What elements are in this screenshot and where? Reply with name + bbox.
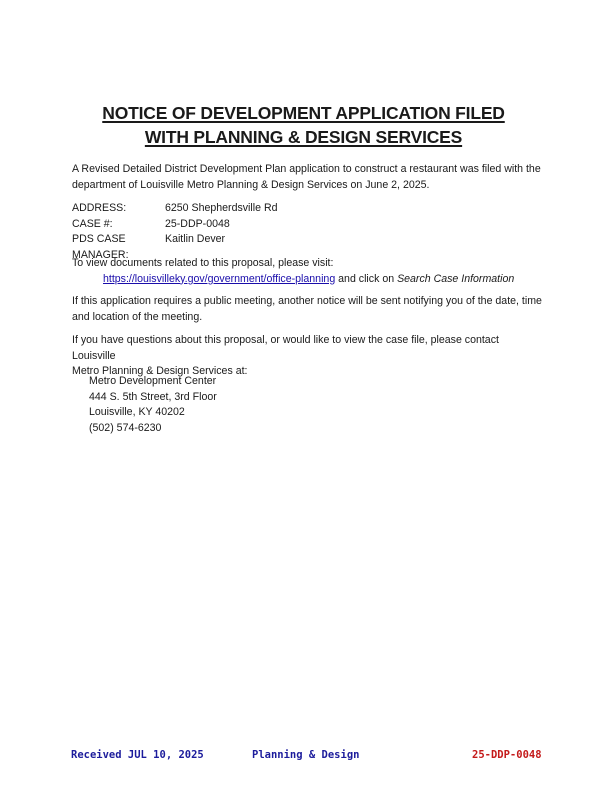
questions-line-2: Metro Planning & Design Services at: (72, 365, 248, 377)
department-label: Planning & Design (252, 749, 360, 761)
questions-paragraph (72, 333, 542, 380)
received-stamp-footer (0, 749, 607, 765)
office-planning-link[interactable]: https://louisvilleky.gov/government/office-planning (103, 272, 336, 285)
field-case-manager (72, 232, 542, 261)
contact-street: 444 S. 5th Street, 3rd Floor (89, 390, 217, 403)
field-value: 25-DDP-0048 (165, 217, 230, 230)
field-label: PDS CASE MANAGER: (72, 233, 129, 261)
field-label: ADDRESS: (72, 202, 127, 214)
field-value: Kaitlin Dever (165, 233, 226, 245)
contact-city: Louisville, KY 40202 (89, 406, 185, 418)
meeting-line-2: and location of the meeting. (72, 310, 203, 323)
footer-case-number: 25-DDP-0048 (472, 749, 542, 761)
title-line-2: WITH PLANNING & DESIGN SERVICES (144, 127, 463, 147)
search-case-info-text: Search Case Information (397, 272, 515, 285)
page-title (0, 101, 607, 149)
title-line-1: NOTICE OF DEVELOPMENT APPLICATION FILED (102, 103, 505, 123)
meeting-paragraph (72, 294, 542, 325)
field-case-number (72, 217, 542, 233)
intro-line-2: department of Louisville Metro Planning & Design Services on June 2, 2025. (72, 178, 430, 191)
contact-phone: (502) 574-6230 (89, 421, 162, 434)
view-docs-suffix: and click on (335, 272, 398, 285)
view-documents-paragraph (72, 256, 542, 287)
case-details (72, 201, 542, 261)
contact-name: Metro Development Center (89, 375, 217, 387)
contact-address (89, 374, 559, 436)
received-date: Received JUL 10, 2025 (71, 749, 204, 761)
intro-paragraph (72, 162, 542, 193)
field-label: CASE #: (72, 217, 113, 230)
view-docs-link-line (72, 272, 542, 288)
field-value: 6250 Shepherdsville Rd (165, 202, 278, 214)
questions-line-1: If you have questions about this proposal, or would like to view the case file, please contact Louisville (72, 334, 499, 362)
intro-line-1: A Revised Detailed District Development Plan application to construct a restaurant was filed with the (72, 163, 541, 175)
meeting-line-1: If this application requires a public meeting, another notice will be sent notifying you of the date, time (72, 295, 542, 307)
view-docs-line: To view documents related to this proposal, please visit: (72, 257, 334, 269)
field-address (72, 201, 542, 217)
